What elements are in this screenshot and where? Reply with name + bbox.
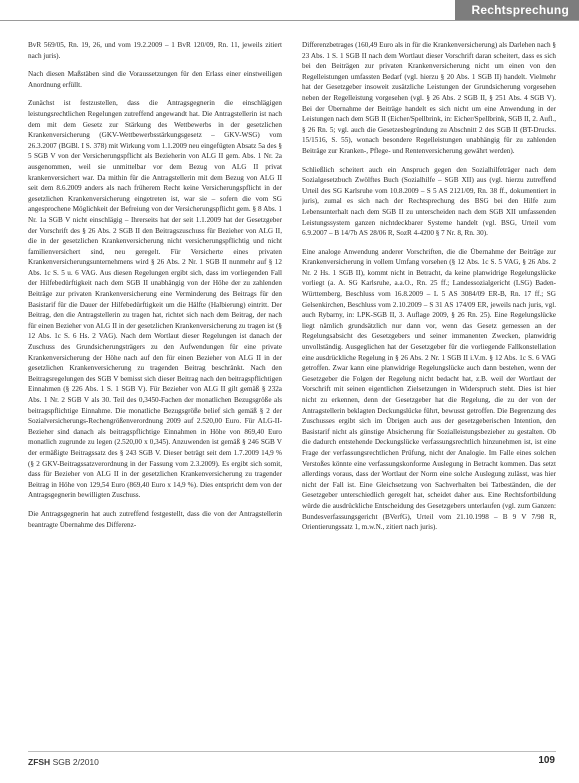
paragraph: Zunächst ist festzustellen, dass die Antragsgegnerin die einschlägigen leistungsrechtlichen Regelungen zutreffend angewandt hat. Die Antragstellerin ist nach dem mit dem Gesetz zur Stärkung des Wettbewerbs in der gesetzlichen Krankenversicherung (GKV-Wettbewerbsstärkungsgesetz – GKV-WSG) vom 26.3.2007 (BGBl. I S. 378) mit Wirkung vom 1.1.2009 neu eingefügten Absatz 5a des § 5 SGB V von der Versicherungspflicht als Bezieherin von ALG II gem. Abs. 1 Nr. 2a ausgenommen, weil sie unmittelbar vor dem Bezug von ALG II privat krankenversichert war. Da mithin für die Antragstellerin mit dem Bezug von ALG II seit dem 8.6.2009 anders als nach früherem Recht keine Versicherungspflicht in der gesetzlichen Krankenversicherung eingetreten ist, war sie – sofern die vom SG angesprochene Möglichkeit der Befreiung von der Versicherungspflicht gem. § 8 Abs. 1 Nr. 1a SGB V nicht einschlägig – Ihrerseits hat der seit 1.1.2009 hat der Gesetzgeber der Vorschrift des § 26 Abs. 2 SGB II den Beitragszuschuss für Bezieher von ALG II, die in der gesetzlichen Krankenversicherung nicht versicherungspflichtig und nicht familienversichert sind, neu geregelt. Für Versicherte eines privaten Krankenversicherungsunternehmens wird § 26 Abs. 2 Nr. 1 SGB II nunmehr auf § 12 Abs. 1c S. 5 u. 6 VAG. Aus diesen Regelungen ergibt sich, dass im vorliegenden Fall der Hilfebedürftigkeit nach dem SGB II unabhängig von der Höhe der zu zahlenden Beiträge zur privaten Krankenversicherung eine Verminderung des Beitrags für den Basistarif für die Dauer der Hilfebedürftigkeit um die Hälfte (Halbierung) eintritt. Der Beitrag, den die Antragstellerin zu tragen hat, richtet sich nach dem Beitrag, der nach für einen Bezieher von ALG II in der gesetzlichen Krankenversicherung zu tragen ist (§ 12 Abs. 1c S. 6 Hs. 2 VAG). Nach dem Wortlaut dieser Regelungen ist danach der Zuschuss des Grundsicherungsträgers zu den Aufwendungen für eine private Krankenversicherung der Höhe nach auf den für einen Bezieher von ALG II in der gesetzlichen Krankenversicherung zu tragenden Beitrag beschränkt. Nach den Beitragsregelungen des SGB V bemisst sich dieser Beitrag nach den beitragspflichtigen Einnahmen (§ 226 Abs. 1 S. 1 SGB V). Für Bezieher von ALG II gilt gemäß § 232a Abs. 1 Nr. 2 SGB V als 30. Teil des 0,3450-Fachen der monatlichen Bezugsgröße als beitragspflichtige Einnahme. Die monatliche Bezugsgröße belief sich gemäß § 2 der Sozialversicherungs-Rechengrößenverordnung 2009 auf 2.520,00 Euro. Für ALG-II-Bezieher sind danach als beitragspflichtige Einnahmen in Höhe von 869,40 Euro monatlich zugrunde zu legen (2.520,00 x 0,345). Anzuwenden ist gemäß § 246 SGB V der ermäßigte Beitragssatz des § 243 SGB V. Dieser beträgt seit dem 1.7.2009 14,9 % (§ 2 GKV-Beitragssatzverordnung in der Fassung vom 2.3.2009). Es ergibt sich somit, dass für Bezieher von ALG II in der gesetzlichen Krankenversicherung zu tragender Beitrag in Höhe von 129,54 Euro (869,40 Euro x 14,9 %). Dies entspricht dem von der Antragsgegnerin bewilligten Zuschuss. <box>28 99 282 500</box>
page-number: 109 <box>538 755 555 766</box>
journal-issue: SGB 2/2010 <box>52 757 99 767</box>
paragraph: Schließlich scheitert auch ein Anspruch gegen den Sozialhilfeträger nach dem Sozialgesetzbuch Zwölftes Buch (Sozialhilfe – SGB XII) aus (vgl. hierzu zutreffend Urteil des SG Karlsruhe vom 10.8.2009 – S 5 AS 2121/09, Rn. 38 ff., dokumentiert in juris), zumal es sich nach der Rechtsprechung des BSG bei den Hilfe zum Lebensunterhalt nach dem SGB II zu unterscheiden nach dem SGB XII umfassenden Leistungssystem ganzen nichtdeckbarer Systeme handelt (vgl. BSG, Urteil vom 6.9.2007 – B 14/7b AS 28/06 R, SozR 4-4200 § 7 Nr. 8, Rn. 30). <box>302 165 556 238</box>
paragraph: Die Antragsgegnerin hat auch zutreffend festgestellt, dass die von der Antragstellerin beantragte Übernahme des Differenz- <box>28 509 282 529</box>
paragraph: Eine analoge Anwendung anderer Vorschriften, die die Übernahme der Beiträge zur Krankenversicherung in vollem Umfang vorsehen (§ 12 Abs. 1c S. 5 VAG, § 26 Abs. 2 Nr. 2 Hs. 1 SGB II), kommt nicht in Betracht, da keine planwidrige Regelungslücke vorliegt (a. A. SG Karlsruhe, a.a.O., Rn. 25 ff.; Landessozialgericht (LSG) Baden-Württemberg, Beschluss vom 16.8.2009 – L 5 AS 3084/09 ER-B, Rn. 17 ff.; SG Gelsenkirchen, Beschluss vom 2.10.2009 – S 31 AS 174/09 ER, jeweils nach juris, vgl. auch Rybarny, in: LPK-SGB II, 3. Auflage 2009, § 26 Rn. 25). Eine Regelungslücke liegt nämlich grundsätzlich nur dann vor, wenn das Gesetz gemessen an der Regelungsabsicht des Gesetzgebers und seiner immanenten Zwecken, planwidrig unvollständig. Ausgeglichen hat der Gesetzgeber für die vorliegende Fallkonstellation eine ausdrückliche Regelung in § 26 Abs. 2 Nr. 1 SGB II i.V.m. § 12 Abs. 1c S. 6 VAG getroffen. Zwar kann eine planwidrige Regelungslücke auch dann bestehen, wenn der Gesetzgeber die Folgen der Regelung nicht bedacht hat, z.B. weil der Wortlaut der Vorschrift mit seinen eigentlichen Zielsetzungen in Widerspruch steht. Dies ist hier nicht zu erkennen, denn der Gesetzgeber hat die Regelung, die zu der von der Antragstellerin beklagten Deckungslücke führt, bewusst getroffen. Die Begrenzung des Zuschusses ergibt sich im Übrigen auch aus der gesetzgeberischen Intention, den Basistarif nicht als günstige Absicherung für Sozialleistungsbezieher zu gestalten. Ob die dadurch entstehende Deckungslücke verfassungsrechtlich hinzunehmen ist, ist eine Frage der verfassungsrechtlichen Prüfung, nicht der Analogie. Im Falle eines solchen Verstoßes könnte eine verfassungskonforme Auslegung in Betracht kommen. Das setzt allerdings voraus, dass der Wortlaut der Norm eine solche Auslegung zulässt, was hier nicht der Fall ist. Eine Gleichsetzung von Sachverhalten bei Tatbeständen, die der Gesetzgeber unterschiedlich geregelt hat, scheidet daher aus. Eine Rechtsfortbildung würde die ausdrückliche Entscheidung des Gesetzgebers unterlaufen (vgl. zum Ganzen: Bundesverfassungsgericht (BVerfG), Urteil vom 21.10.1998 – B 9 V 7/98 R, Orientierungssatz 1, m.w.N., zitiert nach juris). <box>302 247 556 532</box>
section-header <box>455 0 579 20</box>
paragraph: BvR 569/05, Rn. 19, 26, und vom 19.2.2009 – 1 BvR 120/09, Rn. 11, jeweils zitiert nach juris). <box>28 41 282 60</box>
footer-rule <box>28 751 556 752</box>
right-column <box>302 40 556 740</box>
left-column <box>28 40 282 740</box>
paragraph: Nach diesen Maßstäben sind die Voraussetzungen für den Erlass einer einstweiligen Anordnung erfüllt. <box>28 70 282 89</box>
article-body <box>28 40 556 740</box>
journal-name: ZFSH <box>28 757 51 767</box>
journal-reference <box>28 757 99 767</box>
section-title: Rechtsprechung <box>471 3 569 17</box>
header-rule <box>0 20 579 21</box>
paragraph: Differenzbetrages (160,49 Euro als in für die Krankenversicherung) als Darlehen nach § 23 Abs. 1 S. 1 SGB II nach dem Wortlaut dieser Vorschrift daran scheitert, dass es sich bei den Beiträgen zur privaten Krankenversicherung nicht um einen von den Regelleistungen umfassten Bedarf (vgl. hierzu § 20 Abs. 1 SGB II) handelt. Vielmehr hat der Gesetzgeber insoweit zusätzliche Leistungen der Grundsicherung vorgesehen neben der Regelleistung vorgesehen (vgl. § 26 Abs. 2 SGB II, § 251 Abs. 4 SGB V). Bei der Übernahme der Beiträge handelt es sich nicht um eine Anwendung in der Leistungen nach dem SGB II (Eicher/Spellbrink, in: Eicher/Spellbrink, SGB II, 2. Aufl., § 26 Rn. 5; vgl. auch die Gesetzesbegründung zu Abschnitt 2 des SGB II (BT-Drucks. 15/1516, S. 55), wonach besondere Regelleistungen unabhängig für zu zahlenden Beiträge zur Kranken-, Pflege- und Rentenversicherung gewährt werden). <box>302 41 556 155</box>
